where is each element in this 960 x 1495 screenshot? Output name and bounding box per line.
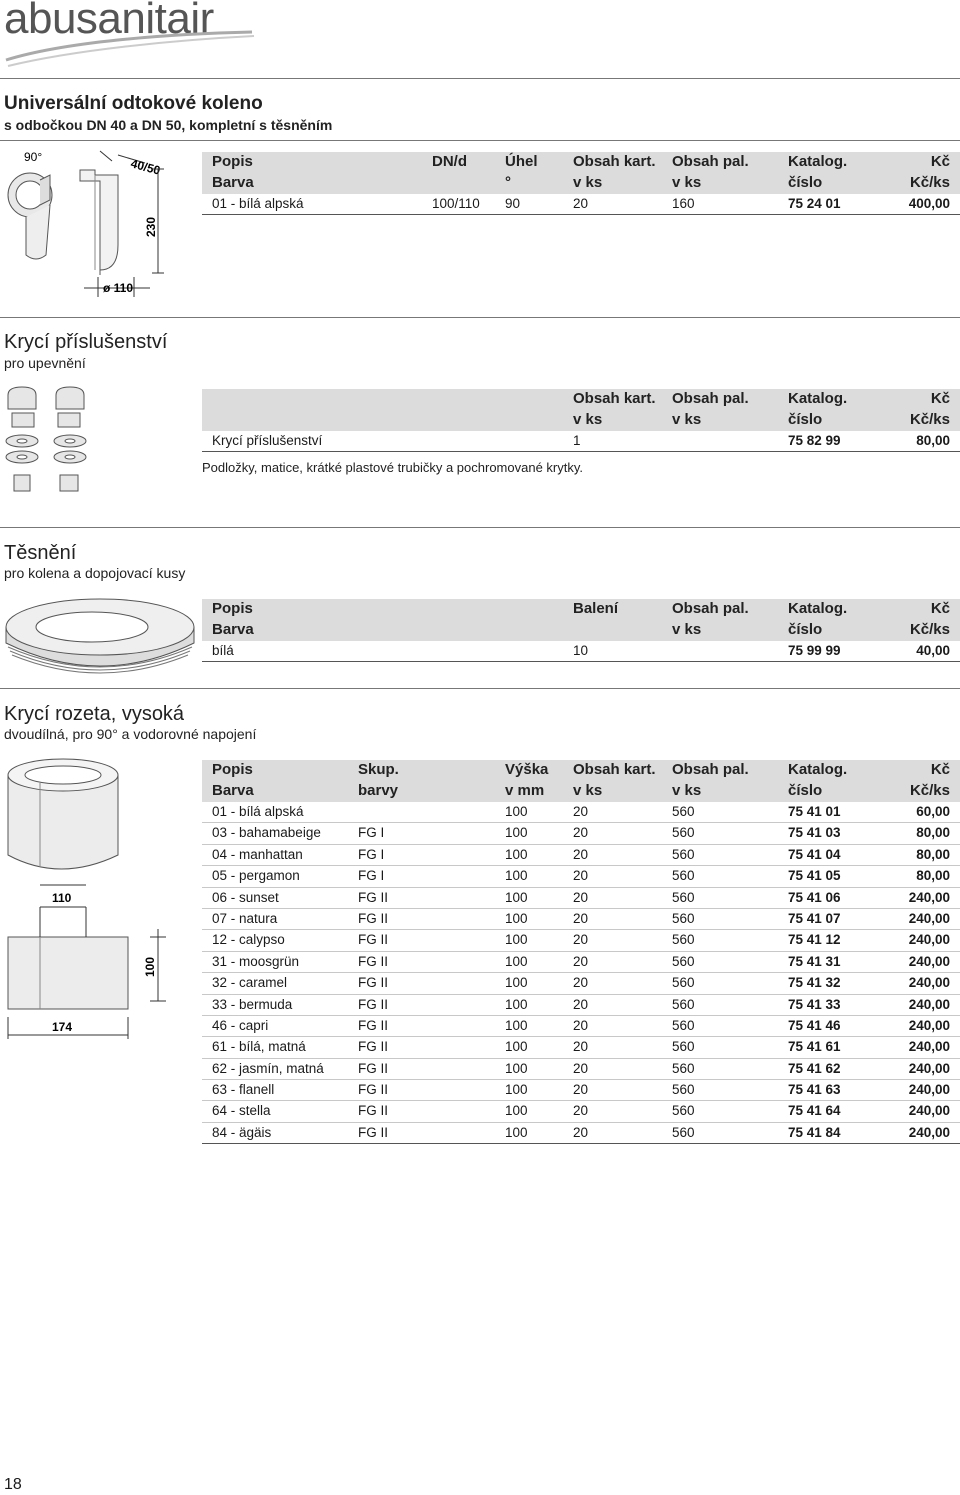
col-header: Popis: [212, 761, 253, 778]
cell-price: 240,00: [908, 889, 950, 905]
cell-color-group: FG II: [358, 910, 388, 926]
cell-description: Krycí příslušenství: [212, 433, 323, 448]
cell-height: 100: [505, 1039, 528, 1055]
cell-box-qty: 20: [573, 910, 589, 926]
cell-catalog-number: 75 41 64: [788, 1103, 841, 1119]
cell-price: 240,00: [908, 932, 950, 948]
col-header: Kč: [930, 390, 950, 407]
cell-pallet-qty: 560: [672, 889, 695, 905]
table-row: [202, 866, 960, 887]
cell-description: 01 - bílá alpská: [212, 804, 304, 819]
cell-color-group: FG I: [358, 846, 385, 862]
cell-height: 100: [505, 975, 528, 991]
cell-catalog-number: 75 41 12: [788, 932, 841, 948]
cell-height: 100: [505, 804, 528, 819]
cell-description: 61 - bílá, matná: [212, 1039, 306, 1055]
section-divider: [0, 317, 960, 318]
cell-box-qty: 20: [573, 996, 589, 1012]
col-header: Úhel: [505, 153, 538, 170]
cell-height: 100: [505, 1082, 528, 1098]
table-row: [202, 802, 960, 823]
col-header: v ks: [573, 174, 603, 191]
cell-description: 01 - bílá alpská: [212, 196, 304, 211]
col-header: Obsah pal.: [672, 153, 749, 170]
cell-height: 100: [505, 910, 528, 926]
section-divider: [0, 688, 960, 689]
cell-pallet-qty: 560: [672, 1017, 695, 1033]
cell-catalog-number: 75 41 32: [788, 975, 841, 991]
table-row: [202, 1080, 960, 1101]
cell-color-group: FG II: [358, 1082, 388, 1098]
col-header: v ks: [573, 782, 603, 799]
brand-name: abusanitair: [4, 0, 214, 43]
col-header: Skup.: [358, 761, 399, 778]
col-header: číslo: [788, 621, 823, 638]
cell-description: 12 - calypso: [212, 932, 285, 948]
cell-pallet-qty: 560: [672, 953, 695, 969]
cell-pallet-qty: 560: [672, 1060, 695, 1076]
cell-description: 46 - capri: [212, 1017, 269, 1033]
col-header: barvy: [358, 782, 399, 799]
cell-price: 80,00: [916, 868, 950, 884]
cell-description: 33 - bermuda: [212, 996, 293, 1012]
cell-box-qty: 20: [573, 196, 589, 211]
col-header: Kč: [930, 600, 950, 617]
dim-top: 110: [52, 891, 72, 905]
col-header: Barva: [212, 782, 254, 799]
col-header: Obsah kart.: [573, 390, 656, 407]
cell-color-group: FG II: [358, 1060, 388, 1076]
cell-price: 240,00: [908, 910, 950, 926]
cell-price: 240,00: [908, 1039, 950, 1055]
cell-box-qty: 20: [573, 868, 589, 884]
cell-catalog-number: 75 41 05: [788, 868, 841, 884]
col-header: Kč/ks: [909, 621, 950, 638]
section-divider: [0, 140, 960, 141]
cell-catalog-number: 75 99 99: [788, 643, 841, 658]
col-header: v ks: [672, 621, 702, 638]
col-header: v mm: [505, 782, 545, 799]
col-header: Výška: [505, 761, 549, 778]
cell-color-group: FG II: [358, 1124, 388, 1140]
page-number: 18: [4, 1476, 22, 1493]
table-row: [202, 1101, 960, 1122]
cell-catalog-number: 75 41 46: [788, 1017, 841, 1033]
cell-catalog-number: 75 41 33: [788, 996, 841, 1012]
cell-box-qty: 20: [573, 975, 589, 991]
cell-price: 240,00: [908, 1082, 950, 1098]
col-header: Kč: [930, 761, 950, 778]
cell-pallet-qty: 560: [672, 868, 695, 884]
col-header: číslo: [788, 411, 823, 428]
table-row: [202, 431, 960, 452]
cell-height: 100: [505, 889, 528, 905]
table-header: [202, 599, 960, 641]
cell-box-qty: 1: [573, 433, 581, 448]
cell-color-group: FG I: [358, 825, 385, 841]
table-row: [202, 973, 960, 994]
cell-height: 100: [505, 996, 528, 1012]
cell-box-qty: 20: [573, 825, 589, 841]
col-header: Obsah kart.: [573, 761, 656, 778]
cell-description: 03 - bahamabeige: [212, 825, 321, 841]
cell-pallet-qty: 560: [672, 825, 695, 841]
cell-price: 240,00: [908, 1017, 950, 1033]
cell-box-qty: 20: [573, 846, 589, 862]
cell-description: 04 - manhattan: [212, 846, 303, 862]
cell-price: 60,00: [916, 804, 950, 819]
cell-pallet-qty: 560: [672, 975, 695, 991]
cell-description: 06 - sunset: [212, 889, 279, 905]
cell-box-qty: 20: [573, 953, 589, 969]
cell-color-group: FG II: [358, 889, 388, 905]
cell-box-qty: 20: [573, 1124, 589, 1140]
cell-catalog-number: 75 41 84: [788, 1124, 841, 1140]
cell-package: 10: [573, 643, 589, 658]
table-row: [202, 1059, 960, 1080]
cell-pallet-qty: 560: [672, 1082, 695, 1098]
cell-catalog-number: 75 41 04: [788, 846, 841, 862]
section-title: Těsnění: [4, 542, 77, 564]
cell-description: 64 - stella: [212, 1103, 271, 1119]
col-header: v ks: [573, 411, 603, 428]
col-header: v ks: [672, 411, 702, 428]
cell-price: 240,00: [908, 1124, 950, 1140]
table-row: [202, 194, 960, 215]
col-header: Obsah kart.: [573, 153, 656, 170]
cell-height: 100: [505, 1017, 528, 1033]
cell-color-group: FG II: [358, 975, 388, 991]
section-title: Krycí příslušenství: [4, 331, 168, 353]
section-subtitle: pro upevnění: [4, 355, 86, 371]
dim-branch: 40/50: [129, 156, 162, 178]
cell-catalog-number: 75 41 07: [788, 910, 841, 926]
cell-pallet-qty: 560: [672, 1124, 695, 1140]
cell-pallet-qty: 560: [672, 846, 695, 862]
cell-color-group: FG I: [358, 868, 385, 884]
table-header: [202, 389, 960, 431]
cell-color-group: FG II: [358, 996, 388, 1012]
dim-diameter: ø 110: [103, 281, 134, 295]
cell-color-group: FG II: [358, 1103, 388, 1119]
cell-height: 100: [505, 846, 528, 862]
cell-price: 80,00: [916, 846, 950, 862]
col-header: Kč/ks: [909, 174, 950, 191]
col-header: Obsah pal.: [672, 600, 749, 617]
cell-box-qty: 20: [573, 1017, 589, 1033]
cell-price: 240,00: [908, 953, 950, 969]
cell-description: 62 - jasmín, matná: [212, 1060, 324, 1076]
cell-price: 80,00: [916, 433, 950, 448]
cell-catalog-number: 75 41 61: [788, 1039, 841, 1055]
col-header: Obsah pal.: [672, 761, 749, 778]
cell-angle: 90: [505, 196, 521, 211]
cell-height: 100: [505, 1060, 528, 1076]
cell-color-group: FG II: [358, 932, 388, 948]
cell-price: 40,00: [916, 643, 950, 658]
col-header: Kč: [930, 153, 950, 170]
cell-box-qty: 20: [573, 1103, 589, 1119]
logo-swoosh-icon: [4, 30, 264, 70]
section-title: Universální odtokové koleno: [4, 93, 263, 114]
rosette-table: [202, 760, 960, 1144]
table-row: [202, 909, 960, 930]
cell-box-qty: 20: [573, 932, 589, 948]
accessories-table: [202, 389, 960, 452]
cell-catalog-number: 75 41 62: [788, 1060, 841, 1076]
cell-price: 400,00: [908, 196, 950, 211]
cell-height: 100: [505, 1124, 528, 1140]
cell-price: 240,00: [908, 996, 950, 1012]
product-note: Podložky, matice, krátké plastové trubičky a pochromované krytky.: [202, 460, 584, 475]
cell-box-qty: 20: [573, 804, 589, 819]
elbow-table: [202, 152, 960, 215]
gasket-table: [202, 599, 960, 662]
col-header: Barva: [212, 174, 254, 191]
cell-pallet-qty: 560: [672, 932, 695, 948]
dim-height: 230: [144, 216, 158, 237]
table-row: [202, 845, 960, 866]
col-header: Kč/ks: [909, 782, 950, 799]
cell-color-group: FG II: [358, 953, 388, 969]
cell-height: 100: [505, 825, 528, 841]
cell-catalog-number: 75 41 06: [788, 889, 841, 905]
col-header: číslo: [788, 782, 823, 799]
dim-height: 100: [143, 956, 157, 977]
cell-box-qty: 20: [573, 1039, 589, 1055]
col-header: Obsah pal.: [672, 390, 749, 407]
cell-description: 32 - caramel: [212, 975, 288, 991]
table-row: [202, 952, 960, 973]
cell-price: 240,00: [908, 975, 950, 991]
col-header: °: [505, 174, 511, 191]
elbow-drawing: [0, 145, 200, 305]
accessories-drawing: [0, 385, 100, 497]
table-header: [202, 152, 960, 194]
cell-pallet-qty: 560: [672, 996, 695, 1012]
cell-pallet-qty: 160: [672, 196, 695, 211]
cell-catalog-number: 75 41 03: [788, 825, 841, 841]
col-header: Katalog.: [788, 600, 848, 617]
table-header: [202, 760, 960, 802]
brand-logo: [4, 0, 264, 72]
table-row: [202, 641, 960, 662]
cell-height: 100: [505, 1103, 528, 1119]
cell-description: 84 - ägäis: [212, 1124, 272, 1140]
cell-height: 100: [505, 868, 528, 884]
table-row: [202, 1123, 960, 1144]
cell-catalog-number: 75 24 01: [788, 196, 841, 211]
section-title: Krycí rozeta, vysoká: [4, 703, 185, 725]
cell-height: 100: [505, 932, 528, 948]
col-header: Popis: [212, 600, 253, 617]
cell-description: 31 - moosgrün: [212, 953, 300, 969]
cell-color-group: FG II: [358, 1039, 388, 1055]
cell-description: bílá: [212, 643, 234, 658]
section-divider: [0, 78, 960, 79]
table-row: [202, 888, 960, 909]
section-subtitle: pro kolena a dopojovací kusy: [4, 565, 186, 581]
table-row: [202, 995, 960, 1016]
cell-box-qty: 20: [573, 1060, 589, 1076]
cell-price: 240,00: [908, 1060, 950, 1076]
gasket-drawing: [2, 597, 198, 679]
cell-box-qty: 20: [573, 1082, 589, 1098]
section-divider: [0, 527, 960, 528]
col-header: Popis: [212, 153, 253, 170]
col-header: Katalog.: [788, 153, 848, 170]
cell-description: 07 - natura: [212, 910, 278, 926]
col-header: číslo: [788, 174, 823, 191]
cell-price: 80,00: [916, 825, 950, 841]
cell-price: 240,00: [908, 1103, 950, 1119]
cell-catalog-number: 75 41 01: [788, 804, 841, 819]
col-header: Barva: [212, 621, 254, 638]
cell-pallet-qty: 560: [672, 804, 695, 819]
col-header: Katalog.: [788, 390, 848, 407]
cell-height: 100: [505, 953, 528, 969]
cell-catalog-number: 75 82 99: [788, 433, 841, 448]
cell-description: 63 - flanell: [212, 1082, 275, 1098]
col-header: Balení: [573, 600, 619, 617]
col-header: v ks: [672, 174, 702, 191]
section-subtitle: dvoudílná, pro 90° a vodorovné napojení: [4, 726, 257, 742]
col-header: Katalog.: [788, 761, 848, 778]
col-header: DN/d: [432, 153, 467, 170]
cell-description: 05 - pergamon: [212, 868, 300, 884]
cell-dn: 100/110: [432, 196, 480, 211]
cell-pallet-qty: 560: [672, 1103, 695, 1119]
cell-catalog-number: 75 41 63: [788, 1082, 841, 1098]
cell-catalog-number: 75 41 31: [788, 953, 841, 969]
table-body: [202, 802, 960, 1144]
col-header: v ks: [672, 782, 702, 799]
cell-pallet-qty: 560: [672, 910, 695, 926]
table-row: [202, 1016, 960, 1037]
col-header: Kč/ks: [909, 411, 950, 428]
cell-pallet-qty: 560: [672, 1039, 695, 1055]
table-row: [202, 930, 960, 951]
table-row: [202, 1037, 960, 1058]
table-row: [202, 823, 960, 844]
section-subtitle: s odbočkou DN 40 a DN 50, kompletní s těsněním: [4, 117, 333, 133]
dim-angle: 90°: [24, 150, 43, 164]
cell-box-qty: 20: [573, 889, 589, 905]
cell-color-group: FG II: [358, 1017, 388, 1033]
rosette-drawing: [0, 755, 180, 1045]
dim-bottom: 174: [52, 1020, 73, 1034]
